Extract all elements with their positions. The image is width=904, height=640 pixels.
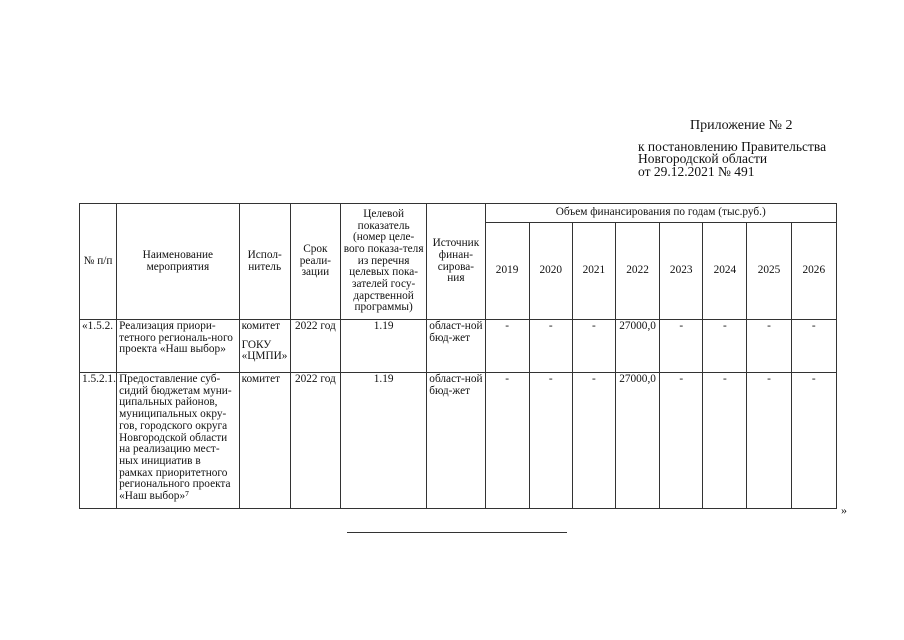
row-executor bbox=[239, 320, 290, 373]
col-num-header: № п/п bbox=[80, 204, 117, 320]
header-row bbox=[80, 204, 837, 223]
row-value: - bbox=[485, 373, 529, 509]
year-header: 2023 bbox=[660, 223, 703, 320]
year-header: 2020 bbox=[529, 223, 572, 320]
executor-line: ГОКУ «ЦМПИ» bbox=[241, 338, 288, 363]
col-name-header: Наименование мероприятия bbox=[117, 204, 239, 320]
executor-line: комитет bbox=[241, 320, 281, 332]
executor-line: комитет bbox=[241, 373, 281, 385]
year-header: 2021 bbox=[572, 223, 615, 320]
row-value: - bbox=[703, 373, 747, 509]
row-value: - bbox=[529, 320, 572, 373]
funding-table bbox=[79, 203, 837, 509]
year-header: 2025 bbox=[747, 223, 791, 320]
appendix-line-3: от 29.12.2021 № 491 bbox=[638, 163, 755, 179]
row-value: - bbox=[703, 320, 747, 373]
appendix-line-2: Новгородской области bbox=[638, 151, 768, 166]
row-value: - bbox=[529, 373, 572, 509]
closing-quote: » bbox=[841, 503, 847, 517]
row-term: 2022 год bbox=[290, 320, 340, 373]
appendix-line-1: к постановлению Правительства bbox=[638, 138, 827, 154]
row-value: - bbox=[485, 320, 529, 373]
row-value: 27000,0 bbox=[615, 320, 659, 373]
col-term-header: Срок реали-зации bbox=[290, 204, 340, 320]
row-value: - bbox=[791, 320, 836, 373]
row-source: област-ной бюд-жет bbox=[427, 320, 485, 373]
appendix-header bbox=[638, 120, 826, 178]
row-num: 1.5.2.1. bbox=[80, 373, 117, 509]
col-executor-header: Испол-нитель bbox=[239, 204, 290, 320]
row-value: - bbox=[747, 373, 791, 509]
separator-line bbox=[347, 532, 567, 533]
row-name: Реализация приори-тетного региональ-ного проекта «Наш выбор» bbox=[117, 320, 239, 373]
row-name: Предоставление суб-сидий бюджетам муни-ципальных районов, муниципальных окру-гов, городского округа Новгородской области на реализацию мест-ных инициатив в рамках приоритетного регионального проекта «Наш выбор»⁷ bbox=[117, 373, 239, 509]
row-source: област-ной бюд-жет bbox=[427, 373, 485, 509]
col-source-header: Источник финан-сирова-ния bbox=[427, 204, 485, 320]
year-header: 2019 bbox=[485, 223, 529, 320]
year-header: 2022 bbox=[615, 223, 659, 320]
row-target: 1.19 bbox=[340, 320, 426, 373]
row-value: - bbox=[660, 373, 703, 509]
table-row bbox=[80, 320, 837, 373]
row-value: - bbox=[572, 320, 615, 373]
row-value: - bbox=[747, 320, 791, 373]
row-term: 2022 год bbox=[290, 373, 340, 509]
year-header: 2024 bbox=[703, 223, 747, 320]
appendix-title: Приложение № 2 bbox=[690, 118, 793, 133]
row-value: - bbox=[572, 373, 615, 509]
year-header: 2026 bbox=[791, 223, 836, 320]
row-executor bbox=[239, 373, 290, 509]
col-target-header: Целевой показатель (номер целе-вого показа-теля из перечня целевых пока-зателей госу-дарственной программы) bbox=[340, 204, 426, 320]
col-funding-header: Объем финансирования по годам (тыс.руб.) bbox=[485, 204, 836, 223]
row-target: 1.19 bbox=[340, 373, 426, 509]
row-value: - bbox=[791, 373, 836, 509]
row-value: - bbox=[660, 320, 703, 373]
row-value: 27000,0 bbox=[615, 373, 659, 509]
row-num: «1.5.2. bbox=[80, 320, 117, 373]
table-row bbox=[80, 373, 837, 509]
